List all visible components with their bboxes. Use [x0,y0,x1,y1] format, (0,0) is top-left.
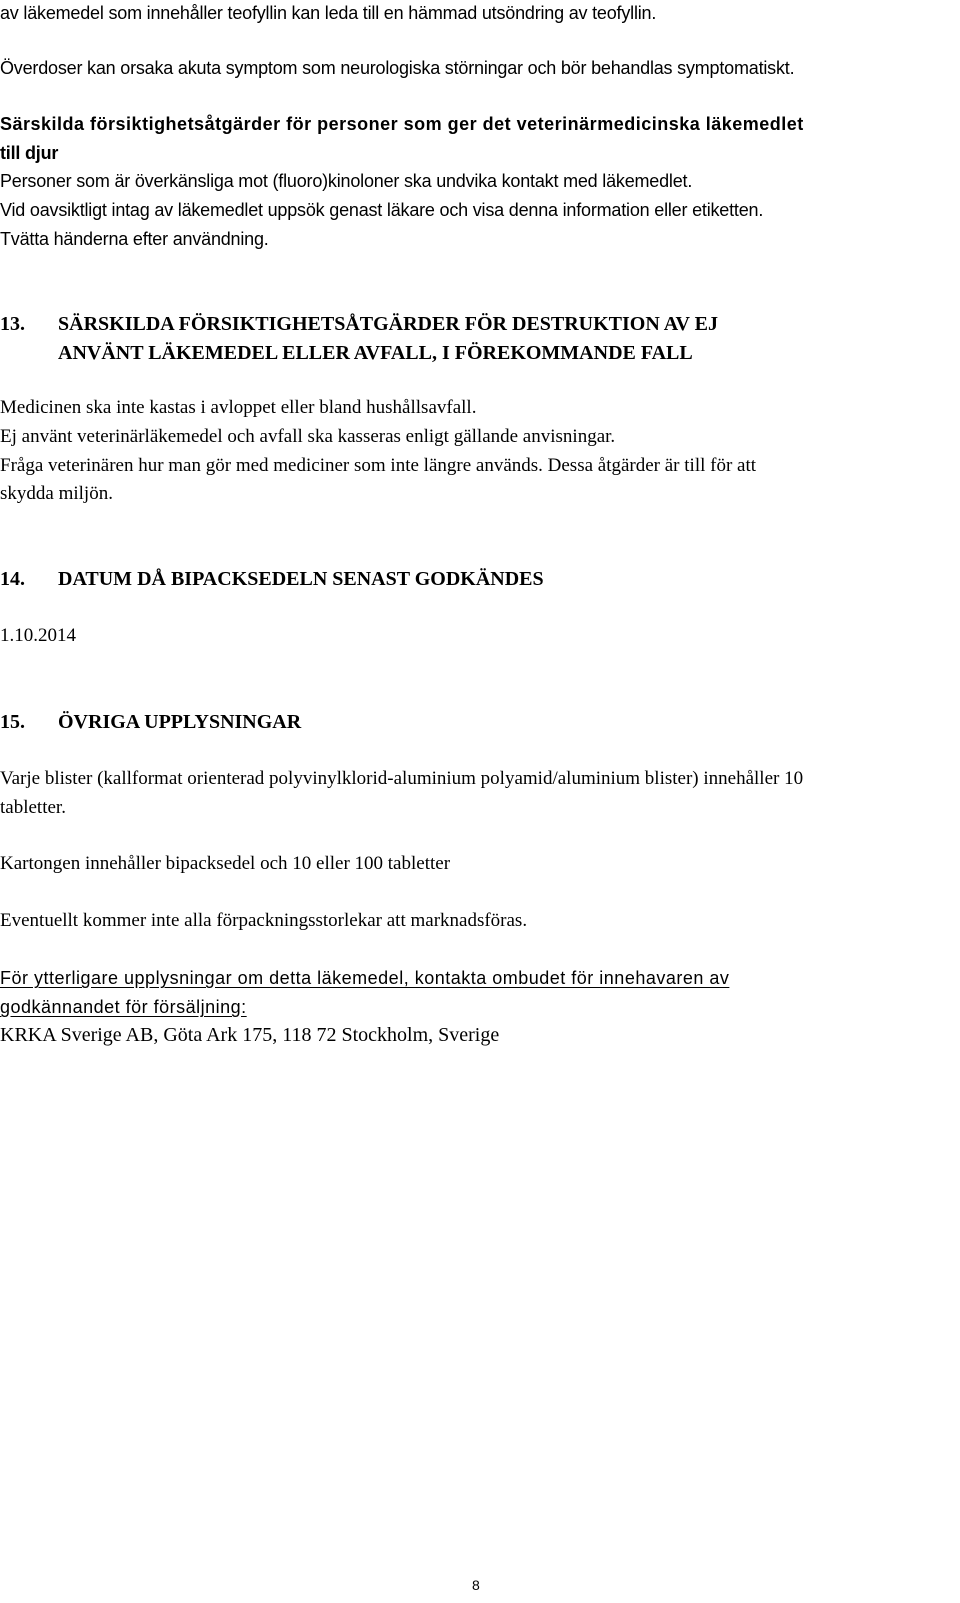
section-15-title-text: ÖVRIGA UPPLYSNINGAR [58,711,302,733]
section-13-title-line-2: ANVÄNT LÄKEMEDEL ELLER AVFALL, I FÖREKOMMANDE FALL [58,342,693,364]
approval-date: 1.10.2014 [0,625,76,646]
section-13-title-line-1 [0,312,718,336]
section-13-title: SÄRSKILDA FÖRSIKTIGHETSÅTGÄRDER FÖR DESTRUKTION AV EJ [58,313,718,335]
section-14-title-text: DATUM DÅ BIPACKSEDELN SENAST GODKÄNDES [58,568,544,590]
intro-line-2: Överdoser kan orsaka akuta symptom som neurologiska störningar och bör behandlas symptomatiskt. [0,58,795,78]
section-14-number: 14. [0,568,25,590]
intro-line-1: av läkemedel som innehåller teofyllin kan leda till en hämmad utsöndring av teofyllin. [0,3,657,23]
section-14-title [0,567,544,591]
carton-contents: Kartongen innehåller bipacksedel och 10 eller 100 tabletter [0,853,451,874]
precautions-heading-line-2: till djur [0,143,59,163]
precautions-body-line-2: Vid oavsiktligt intag av läkemedlet uppsök genast läkare och visa denna information eller etiketten. [0,200,764,220]
section-13-line-4: skydda miljön. [0,483,113,504]
precautions-heading-line-1: Särskilda försiktighetsåtgärder för personer som ger det veterinärmedicinska läkemedlet [0,114,804,134]
contact-info-line-2: godkännandet för försäljning: [0,997,247,1017]
contact-info-line-1: För ytterligare upplysningar om detta läkemedel, kontakta ombudet för innehavaren av [0,968,730,988]
section-13-number: 13. [0,313,25,335]
page-number: 8 [472,1577,480,1593]
blister-description-line-2: tabletter. [0,797,66,818]
company-address: KRKA Sverige AB, Göta Ark 175, 118 72 Stockholm, Sverige [0,1024,500,1046]
section-13-line-2: Ej använt veterinärläkemedel och avfall ska kasseras enligt gällande anvisningar. [0,426,616,447]
section-13-line-1: Medicinen ska inte kastas i avloppet eller bland hushållsavfall. [0,397,477,418]
pack-size-note: Eventuellt kommer inte alla förpackningsstorlekar att marknadsföras. [0,910,528,931]
precautions-body-line-3: Tvätta händerna efter användning. [0,229,269,249]
blister-description-line-1: Varje blister (kallformat orienterad polyvinylklorid-aluminium polyamid/aluminium blister) innehåller 10 [0,768,804,789]
section-13-line-3: Fråga veterinären hur man gör med mediciner som inte längre används. Dessa åtgärder är till för att [0,455,757,476]
section-15-title [0,710,301,734]
precautions-body-line-1: Personer som är överkänsliga mot (fluoro)kinoloner ska undvika kontakt med läkemedlet. [0,171,693,191]
section-15-number: 15. [0,711,25,733]
